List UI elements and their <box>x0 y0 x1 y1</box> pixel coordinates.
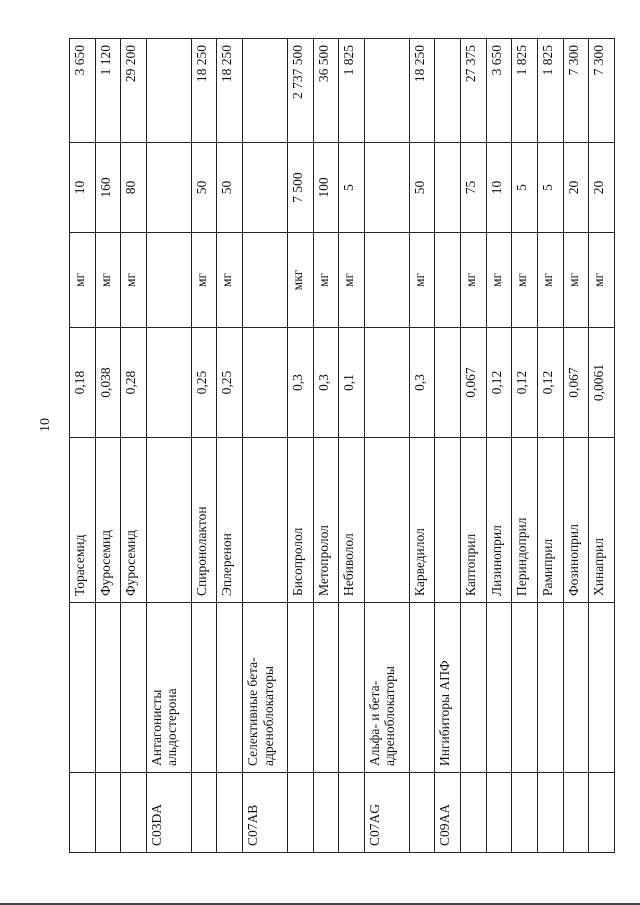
total-cell: 36 500 <box>313 39 339 143</box>
dose-cell: 10 <box>486 143 512 233</box>
atc-code-cell <box>288 773 314 853</box>
group-name-cell <box>409 603 435 773</box>
unit-cell: мг <box>339 233 365 328</box>
unit-cell: мкг <box>288 233 314 328</box>
ddd-value-cell: 0,18 <box>70 328 96 438</box>
atc-code-cell: C07AG <box>364 773 409 853</box>
group-name-cell <box>537 603 563 773</box>
drug-name-cell: Фуросемид <box>121 438 147 603</box>
group-name-cell <box>486 603 512 773</box>
table-row <box>435 39 461 853</box>
dose-cell: 5 <box>512 143 538 233</box>
unit-cell: мг <box>313 233 339 328</box>
drug-name-cell: Хинаприл <box>589 438 615 603</box>
ddd-value-cell: 0,067 <box>563 328 589 438</box>
table-row <box>512 39 538 853</box>
drug-name-cell: Фозиноприл <box>563 438 589 603</box>
group-name-cell <box>217 603 243 773</box>
drug-name-cell: Карведилол <box>409 438 435 603</box>
ddd-value-cell <box>364 328 409 438</box>
table-row <box>313 39 339 853</box>
total-cell: 18 250 <box>191 39 217 143</box>
table-row <box>243 39 288 853</box>
ddd-value-cell: 0,25 <box>217 328 243 438</box>
table-wrapper <box>69 39 615 853</box>
unit-cell: мг <box>486 233 512 328</box>
dose-cell: 10 <box>70 143 96 233</box>
total-cell: 3 650 <box>486 39 512 143</box>
table-row <box>95 39 121 853</box>
drug-name-cell <box>364 438 409 603</box>
table-row <box>409 39 435 853</box>
group-name-cell <box>589 603 615 773</box>
table-row <box>121 39 147 853</box>
total-cell: 1 825 <box>512 39 538 143</box>
group-name-cell: Селективные бета-адреноблокаторы <box>243 603 288 773</box>
unit-cell: мг <box>121 233 147 328</box>
atc-code-cell <box>217 773 243 853</box>
total-cell: 3 650 <box>70 39 96 143</box>
drug-name-cell: Рамиприл <box>537 438 563 603</box>
dose-cell: 50 <box>191 143 217 233</box>
ddd-value-cell: 0,28 <box>121 328 147 438</box>
table-row <box>70 39 96 853</box>
total-cell: 7 300 <box>589 39 615 143</box>
total-cell: 7 300 <box>563 39 589 143</box>
unit-cell <box>435 233 461 328</box>
unit-cell: мг <box>589 233 615 328</box>
dose-cell: 50 <box>217 143 243 233</box>
dose-cell: 20 <box>563 143 589 233</box>
dose-cell: 160 <box>95 143 121 233</box>
drug-name-cell: Фуросемид <box>95 438 121 603</box>
group-name-cell <box>512 603 538 773</box>
atc-code-cell: C09AA <box>435 773 461 853</box>
table-row <box>486 39 512 853</box>
group-name-cell <box>70 603 96 773</box>
ddd-value-cell: 0,25 <box>191 328 217 438</box>
dose-cell: 50 <box>409 143 435 233</box>
atc-code-cell <box>589 773 615 853</box>
group-name-cell: Ингибиторы АПФ <box>435 603 461 773</box>
total-cell: 18 250 <box>409 39 435 143</box>
group-name-cell <box>461 603 487 773</box>
total-cell: 2 737 500 <box>288 39 314 143</box>
table-row <box>217 39 243 853</box>
drug-name-cell: Лизиноприл <box>486 438 512 603</box>
total-cell: 29 200 <box>121 39 147 143</box>
atc-code-cell: C07AB <box>243 773 288 853</box>
ddd-value-cell: 0,038 <box>95 328 121 438</box>
table-body <box>70 39 615 853</box>
total-cell <box>364 39 409 143</box>
table-row <box>191 39 217 853</box>
ddd-value-cell: 0,0061 <box>589 328 615 438</box>
unit-cell: мг <box>191 233 217 328</box>
atc-code-cell <box>409 773 435 853</box>
group-name-cell <box>191 603 217 773</box>
unit-cell: мг <box>461 233 487 328</box>
drug-name-cell: Каптоприл <box>461 438 487 603</box>
ddd-value-cell <box>435 328 461 438</box>
drug-name-cell: Небиволол <box>339 438 365 603</box>
dose-cell: 20 <box>589 143 615 233</box>
total-cell <box>243 39 288 143</box>
ddd-value-cell: 0,067 <box>461 328 487 438</box>
dose-cell: 100 <box>313 143 339 233</box>
ddd-value-cell: 0,3 <box>409 328 435 438</box>
dose-cell <box>243 143 288 233</box>
total-cell: 1 825 <box>339 39 365 143</box>
atc-code-cell <box>563 773 589 853</box>
drug-name-cell: Торасемид <box>70 438 96 603</box>
unit-cell: мг <box>563 233 589 328</box>
unit-cell <box>364 233 409 328</box>
table-row <box>589 39 615 853</box>
unit-cell: мг <box>70 233 96 328</box>
ddd-value-cell: 0,3 <box>313 328 339 438</box>
total-cell: 18 250 <box>217 39 243 143</box>
group-name-cell: Альфа- и бета-адреноблокаторы <box>364 603 409 773</box>
page-number: 10 <box>38 418 53 432</box>
ddd-value-cell <box>146 328 191 438</box>
drug-name-cell: Эплеренон <box>217 438 243 603</box>
drug-name-cell: Спиронолактон <box>191 438 217 603</box>
table-row <box>288 39 314 853</box>
group-name-cell <box>339 603 365 773</box>
ddd-value-cell: 0,12 <box>486 328 512 438</box>
unit-cell <box>146 233 191 328</box>
group-name-cell <box>288 603 314 773</box>
group-name-cell: Антагонисты альдостерона <box>146 603 191 773</box>
ddd-value-cell: 0,3 <box>288 328 314 438</box>
unit-cell: мг <box>512 233 538 328</box>
dose-cell <box>146 143 191 233</box>
table-row <box>537 39 563 853</box>
dose-cell: 7 500 <box>288 143 314 233</box>
atc-code-cell <box>486 773 512 853</box>
ddd-value-cell: 0,12 <box>537 328 563 438</box>
unit-cell <box>243 233 288 328</box>
unit-cell: мг <box>537 233 563 328</box>
atc-code-cell <box>95 773 121 853</box>
drug-name-cell <box>435 438 461 603</box>
unit-cell: мг <box>217 233 243 328</box>
table-row <box>461 39 487 853</box>
atc-code-cell <box>512 773 538 853</box>
table-row <box>339 39 365 853</box>
drug-name-cell <box>146 438 191 603</box>
table-row <box>364 39 409 853</box>
ddd-value-cell <box>243 328 288 438</box>
atc-code-cell <box>191 773 217 853</box>
atc-code-cell <box>121 773 147 853</box>
atc-code-cell <box>461 773 487 853</box>
drug-table <box>69 38 615 853</box>
ddd-value-cell: 0,1 <box>339 328 365 438</box>
atc-code-cell <box>313 773 339 853</box>
unit-cell: мг <box>95 233 121 328</box>
atc-code-cell <box>70 773 96 853</box>
total-cell <box>146 39 191 143</box>
drug-name-cell <box>243 438 288 603</box>
dose-cell: 5 <box>339 143 365 233</box>
dose-cell: 5 <box>537 143 563 233</box>
dose-cell: 75 <box>461 143 487 233</box>
dose-cell <box>435 143 461 233</box>
group-name-cell <box>563 603 589 773</box>
table-row <box>146 39 191 853</box>
dose-cell: 80 <box>121 143 147 233</box>
drug-name-cell: Бисопролол <box>288 438 314 603</box>
drug-name-cell: Периндоприл <box>512 438 538 603</box>
unit-cell: мг <box>409 233 435 328</box>
atc-code-cell: C03DA <box>146 773 191 853</box>
total-cell: 27 375 <box>461 39 487 143</box>
total-cell <box>435 39 461 143</box>
group-name-cell <box>95 603 121 773</box>
table-row <box>563 39 589 853</box>
drug-name-cell: Метопролол <box>313 438 339 603</box>
total-cell: 1 120 <box>95 39 121 143</box>
dose-cell <box>364 143 409 233</box>
atc-code-cell <box>339 773 365 853</box>
group-name-cell <box>121 603 147 773</box>
group-name-cell <box>313 603 339 773</box>
atc-code-cell <box>537 773 563 853</box>
total-cell: 1 825 <box>537 39 563 143</box>
ddd-value-cell: 0,12 <box>512 328 538 438</box>
